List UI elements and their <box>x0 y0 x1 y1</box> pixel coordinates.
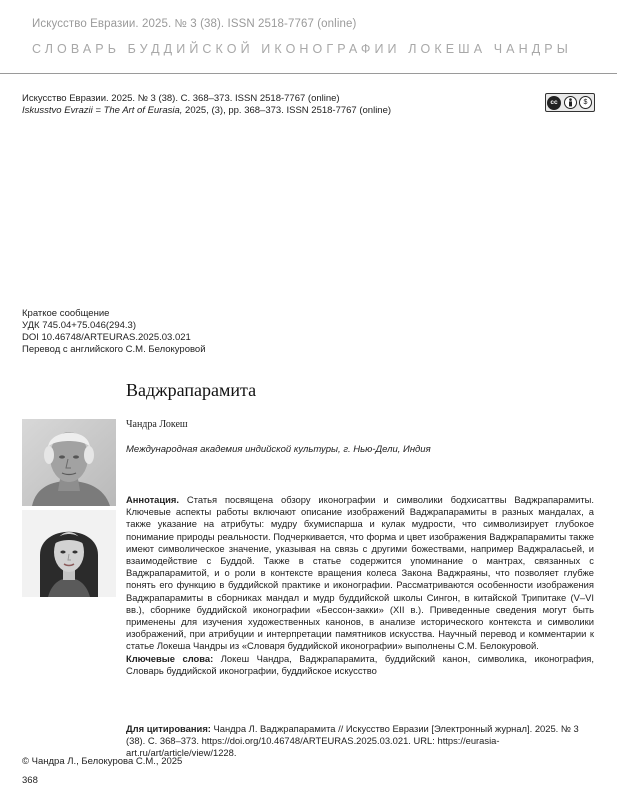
author-affiliation: Международная академия индийской культуры, г. Нью-Дели, Индия <box>126 444 431 455</box>
abstract-text: Статья посвящена обзору иконографии и символики бодхисаттвы Ваджрапарамиты. Ключевые аспекты работы включают описание изображений Ваджрапарамиты в разных мандалах, а также указание на атрибуты: мудру бхумиспарша и кулак мудрости, что символизирует глубокое понимание природы реальности. Подчеркивается, что форма и цвет изображения Ваджрапарамиты также имеют символическое значение, указывая на связь с другими божествами, например Ваджраласьей, и взаимодействие с Буддой. Также в статье содержится упоминание о мантрах, связанных с Ваджрапарамитой, и о роли в контексте вращения колеса Закона Ваджраяны, что позволяет глубже понять его функцию в буддийской практике и иконографии. Рассматриваются особенности изображения Ваджрапарамиты в сборниках мандал и мудр буддийской школы Сингон, в китайской Трипитаке (V–VI вв.), сборнике буддийской иконографии «Бессон-закки» (XII в.). Приведенные сведения могут быть применены для изучения художественных канонов, в анализе исторического контекста и символики изображений, при атрибуции и интерпретации памятников искусства. Научный перевод и комментарии к статье Локеша Чандры из «Словаря буддийской иконографии» выполнены С.М. Белокуровой. <box>126 494 594 652</box>
copyright: © Чандра Л., Белокурова С.М., 2025 <box>22 756 183 767</box>
udc-code: УДК 745.04+75.046(294.3) <box>22 320 136 331</box>
how-to-cite <box>126 723 594 760</box>
nc-icon: $ <box>579 96 592 109</box>
article-meta <box>22 308 206 356</box>
journal-details-en: 2025, (3), pp. 368–373. ISSN 2518-7767 (online) <box>182 105 392 116</box>
article-title: Ваджрапарамита <box>126 380 257 400</box>
author-name: Чандра Локеш <box>126 419 188 430</box>
running-head: Искусство Евразии. 2025. № 3 (38). ISSN 2518-7767 (online) <box>32 18 357 30</box>
cc-license-badge[interactable] <box>545 93 595 112</box>
cc-icon: cc <box>547 96 561 110</box>
keywords-label: Ключевые слова: <box>126 652 214 664</box>
abstract <box>126 494 594 677</box>
article-type: Краткое сообщение <box>22 308 110 319</box>
journal-name-en: Iskusstvo Evrazii = The Art of Eurasia, <box>22 105 183 116</box>
header-divider <box>0 73 617 74</box>
journal-citation-ru: Искусство Евразии. 2025. № 3 (38). С. 368–373. ISSN 2518-7767 (online) <box>22 93 340 104</box>
by-icon <box>564 96 577 109</box>
journal-citation-en <box>22 105 391 116</box>
series-title: СЛОВАРЬ БУДДИЙСКОЙ ИКОНОГРАФИИ ЛОКЕША ЧАНДРЫ <box>32 42 572 56</box>
translation-note: Перевод с английского С.М. Белокуровой <box>22 344 206 355</box>
author-photo <box>22 419 116 506</box>
page-number: 368 <box>22 775 38 786</box>
abstract-label: Аннотация. <box>126 494 179 505</box>
keywords-text: Локеш Чандра, Ваджрапарамита, буддийский канон, символика, иконография, Словарь буддийской иконографии, буддийское искусство <box>126 652 594 676</box>
cite-text[interactable]: Чандра Л. Ваджрапарамита // Искусство Евразии [Электронный журнал]. 2025. № 3 (38). С. 368–373. https://doi.org/10.46748/ARTEURAS.2025.03.021. URL: https://eurasia-art.ru/art/article/view/1228. <box>126 723 579 759</box>
translator-photo <box>22 510 116 597</box>
doi[interactable]: DOI 10.46748/ARTEURAS.2025.03.021 <box>22 332 191 343</box>
cite-label: Для цитирования: <box>126 723 211 734</box>
